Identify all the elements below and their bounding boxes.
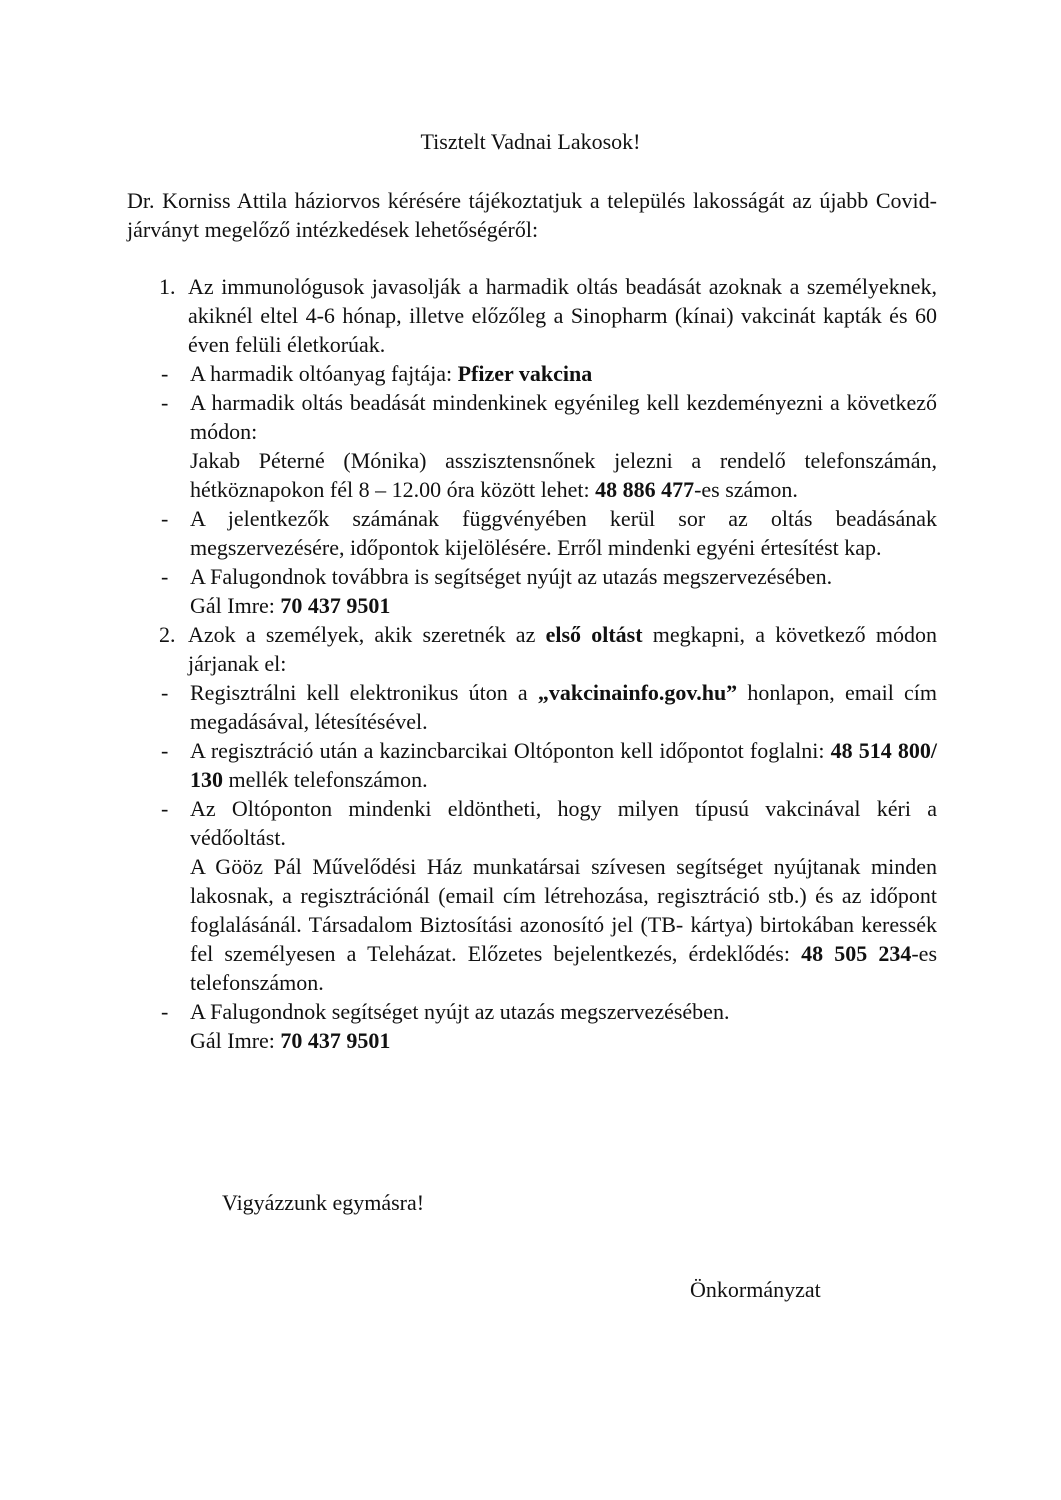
item-text: Az immunológusok javasolják a harmadik oltás beadását azoknak a személyeknek, akiknél eltel 4-6 hónap, illetve előzőleg a Sinopharm (kínai) vakcinát kapták és 60 éven felüli életkorúak.: [188, 274, 937, 357]
sub-item-vaccine-type: [155, 359, 937, 388]
contact-name: Gál Imre:: [190, 593, 281, 618]
item-text: megkapni, a következő módon járjanak el:: [188, 622, 938, 676]
dash-bullet: -: [161, 564, 169, 589]
dash-bullet: -: [161, 999, 169, 1024]
sub-text: A regisztráció után a kazincbarcikai Oltóponton kell időpontot foglalni:: [190, 738, 831, 763]
item-number: 1.: [159, 274, 176, 299]
sub-text: A Gööz Pál Művelődési Ház munkatársai szívesen segítséget nyújtanak minden lakosnak, a regisztrációnál (email cím létrehozása, regisztráció stb.) és az időpont foglalásánál. Társadalom Biztosítási azonosító jel (TB- kártya) birtokában keressék fel személyesen a Teleházat. Előzetes bejelentkezés, érdeklődés:: [190, 854, 937, 966]
sub-text: honlapon, email cím megadásával, létesítésével.: [190, 680, 937, 734]
dash-bullet: -: [161, 680, 169, 705]
phone-number-caretaker: 70 437 9501: [280, 1028, 391, 1053]
dash-bullet: -: [161, 361, 169, 386]
sub-list: [155, 678, 937, 1055]
sub-text: A harmadik oltás beadását mindenkinek egyénileg kell kezdeményezni a következő módon:: [190, 390, 937, 444]
sub-item-vaccine-choice: [155, 794, 937, 997]
dash-bullet: -: [161, 390, 169, 415]
sub-text: A Falugondnok segítséget nyújt az utazás megszervezésében.: [190, 999, 730, 1024]
dash-bullet: -: [161, 738, 169, 763]
sub-item-registration: [155, 678, 937, 736]
measures-list: [127, 272, 937, 1055]
sub-item-booking: [155, 736, 937, 794]
sub-text: A Falugondnok továbbra is segítséget nyújt az utazás megszervezésében.: [190, 564, 833, 589]
item-text: Azok a személyek, akik szeretnék az: [188, 622, 546, 647]
website-name: „vakcinainfo.gov.hu”: [537, 680, 738, 705]
sub-list: [155, 359, 937, 620]
sub-text: Jakab Péterné (Mónika) asszisztensnőnek jelezni a rendelő telefonszámán, hétköznapokon fél 8 – 12.00 óra között lehet:: [190, 448, 937, 502]
phone-number-surgery: 48 886 477: [595, 477, 695, 502]
item-number: 2.: [159, 622, 176, 647]
sub-text: Az Oltóponton mindenki eldöntheti, hogy milyen típusú vakcinával kéri a védőoltást.: [190, 796, 937, 850]
closing-line: Vigyázzunk egymásra!: [222, 1190, 425, 1215]
list-item-first-dose: [127, 620, 937, 1055]
phone-number-vaccination-point: 48 514 800/ 130: [190, 738, 937, 792]
sub-item-scheduling: [155, 504, 937, 562]
sub-text: mellék telefonszámon.: [223, 767, 428, 792]
first-dose-emphasis: első oltást: [545, 622, 643, 647]
contact-name: Gál Imre:: [190, 1028, 281, 1053]
vaccine-name: Pfizer vakcina: [457, 361, 593, 386]
sub-item-transport-2: [155, 997, 937, 1055]
signature: Önkormányzat: [690, 1277, 821, 1302]
phone-number-culture-house: 48 505 234: [801, 941, 912, 966]
sub-text: Regisztrálni kell elektronikus úton a: [190, 680, 538, 705]
sub-text: -es telefonszámon.: [190, 941, 938, 995]
list-item-third-dose: [127, 272, 937, 620]
sub-text: A harmadik oltóanyag fajtája:: [190, 361, 458, 386]
phone-number-caretaker: 70 437 9501: [280, 593, 391, 618]
sub-text: -es számon.: [694, 477, 798, 502]
sub-item-transport: [155, 562, 937, 620]
intro-paragraph: Dr. Korniss Attila háziorvos kérésére tájékoztatjuk a település lakosságát az újabb Covid- járványt megelőző intézkedések lehetőségéről:: [127, 188, 937, 242]
dash-bullet: -: [161, 506, 169, 531]
sub-text: A jelentkezők számának függvényében kerül sor az oltás beadásának megszervezésére, időpontok kijelölésére. Erről mindenki egyéni értesítést kap.: [190, 506, 937, 560]
letter-title: Tisztelt Vadnai Lakosok!: [420, 129, 641, 154]
dash-bullet: -: [161, 796, 169, 821]
sub-item-how-to-apply: [155, 388, 937, 504]
